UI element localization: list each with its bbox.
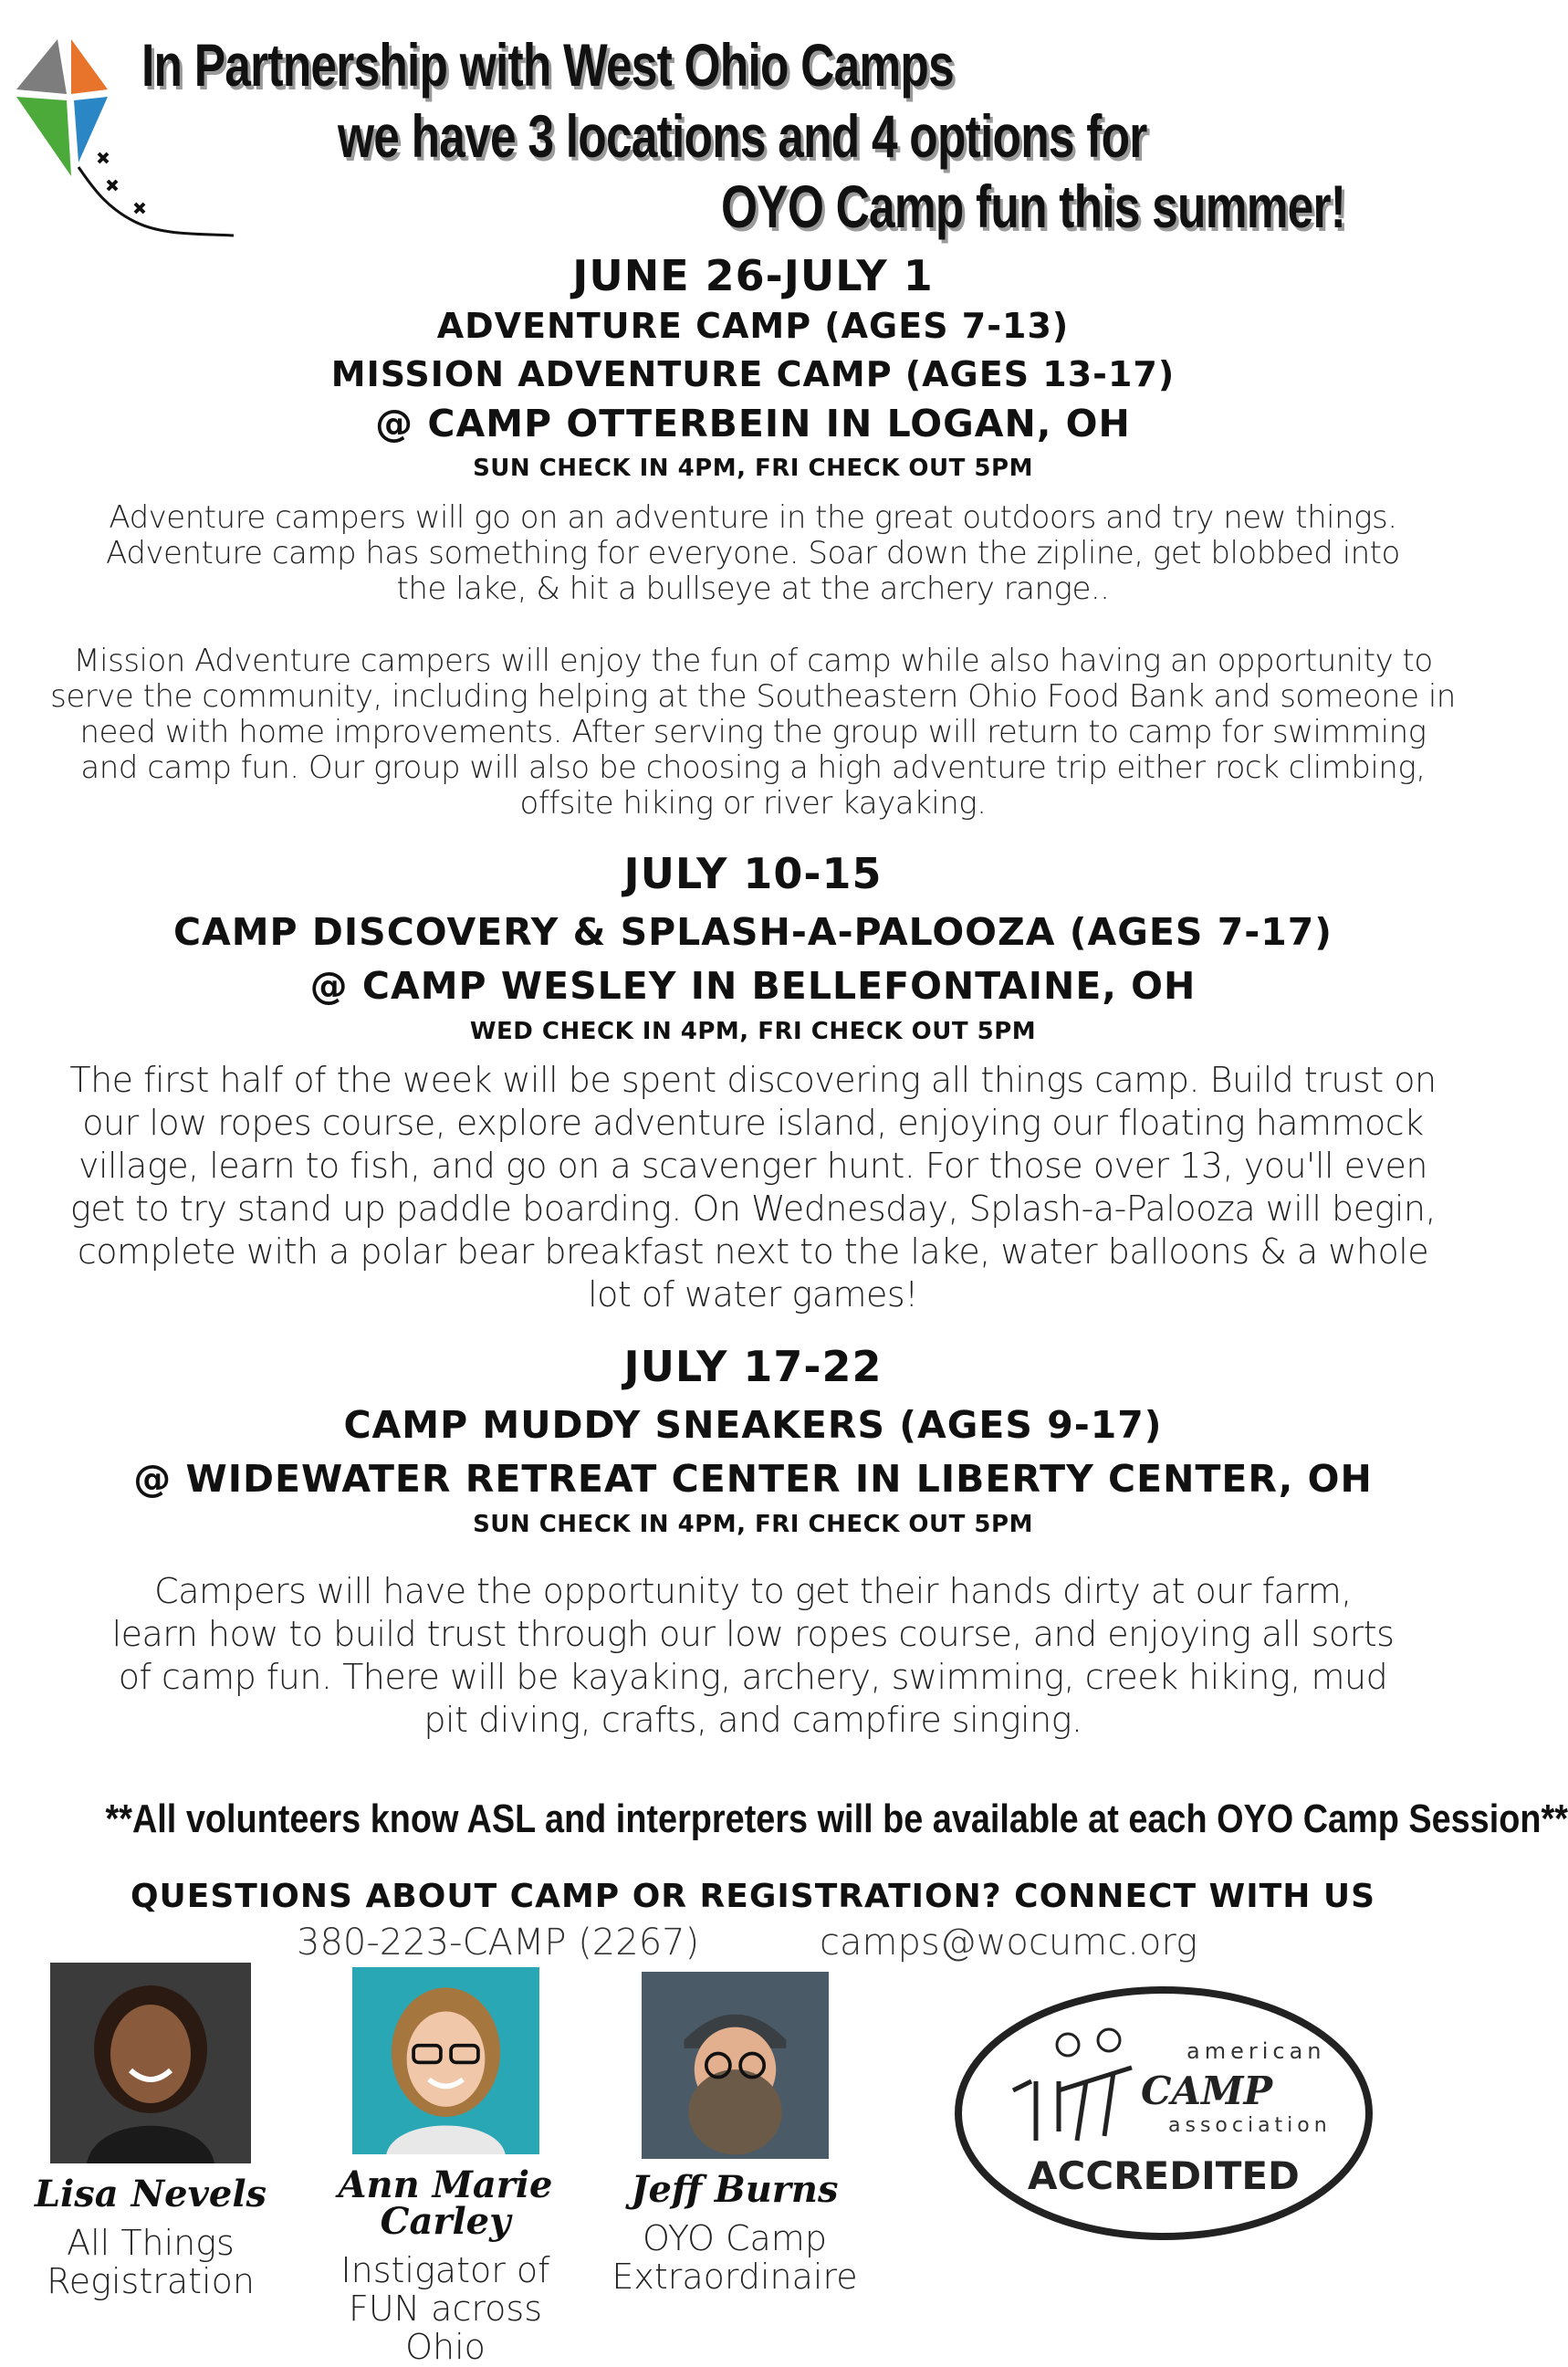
asl-note: **All volunteers know ASL and interpreters will be available at each OYO Camp Session** [105,1796,1568,1841]
session2-checkin: WED CHECK IN 4PM, FRI CHECK OUT 5PM [469,1018,1037,1045]
badge-accredited: ACCREDITED [1028,2153,1300,2198]
badge-association: association [1168,2114,1332,2137]
session3-camp: CAMP MUDDY SNEAKERS (AGES 9-17) [343,1403,1163,1447]
person-lisa [14,1963,287,2300]
avatar [50,1963,251,2163]
headline-line-2: we have 3 locations and 4 options for [338,102,1147,170]
person-ann-marie [308,1967,582,2366]
aca-accredited-badge [949,1981,1378,2246]
session3-date: JULY 17-22 [623,1342,883,1391]
person-name: Ann Marie Carley [338,2163,553,2243]
session1-checkin: SUN CHECK IN 4PM, FRI CHECK OUT 5PM [473,455,1033,482]
badge-american: american [1186,2038,1326,2064]
session1-paragraph-2: Mission Adventure campers will enjoy the fun of camp while also having an opportunity to serve the community, including helping at the Southeastern Ohio Food Bank and someone in need with home improvements. After serving the group will return to camp for swimming and camp fun. Our group will also be choosing a high adventure trip either rock climbing, offsite hiking or river kayaking. [50,643,1456,822]
session2-camp: CAMP DISCOVERY & SPLASH-A-PALOOZA (AGES 7-17) [172,910,1333,954]
session2-date: JULY 10-15 [623,849,883,898]
session2-location: @ CAMP WESLEY IN BELLEFONTAINE, OH [309,964,1197,1008]
contact-heading: QUESTIONS ABOUT CAMP OR REGISTRATION? CONNECT WITH US [130,1878,1376,1915]
session3-checkin: SUN CHECK IN 4PM, FRI CHECK OUT 5PM [473,1511,1033,1538]
session1-date: JUNE 26-JULY 1 [572,251,934,300]
person-jeff [598,1972,872,2296]
session1-paragraph-1: Adventure campers will go on an adventure in the great outdoors and try new things. Adventure camp has something for everyone. Soar down the zipline, get blobbed into the lake, & hit a bullseye at the archery range.. [106,499,1400,607]
person-name: Lisa Nevels [34,2173,267,2215]
session3-paragraph: Campers will have the opportunity to get their hands dirty at our farm, learn how to build trust through our low ropes course, and enjoying all sorts of camp fun. There will be kayaking, archery, swimming, creek hiking, mud pit diving, crafts, and campfire singing. [111,1571,1395,1740]
session2-paragraph: The first half of the week will be spent discovering all things camp. Build trust on our low ropes course, explore adventure island, enjoying our floating hammock village, learn to fish, and go on a scavenger hunt. For those over 13, you'll even get to try stand up paddle boarding. On Wednesday, Splash-a-Palooza will begin, complete with a polar bear breakfast next to the lake, water balloons & a whole lot of water games! [69,1060,1437,1314]
headline-line-1: In Partnership with West Ohio Camps [141,31,954,99]
person-role: Instigator of FUN across Ohio [340,2250,550,2367]
session1-camp2: MISSION ADVENTURE CAMP (AGES 13-17) [330,354,1176,394]
person-name: Jeff Burns [631,2168,839,2211]
session3-location: @ WIDEWATER RETREAT CENTER IN LIBERTY CENTER, OH [133,1457,1373,1501]
contact-phone[interactable]: 380-223-CAMP (2267) [297,1922,700,1964]
person-role: All Things Registration [47,2223,255,2301]
session1-camp1: ADVENTURE CAMP (AGES 7-13) [436,306,1070,346]
avatar [352,1967,539,2154]
session1-location: @ CAMP OTTERBEIN IN LOGAN, OH [375,402,1131,445]
avatar [642,1972,829,2159]
badge-camp: CAMP [1141,2069,1273,2113]
person-role: OYO Camp Extraordinaire [612,2218,858,2297]
headline-line-3: OYO Camp fun this summer! [721,173,1346,240]
contact-email[interactable]: camps@wocumc.org [820,1922,1198,1964]
